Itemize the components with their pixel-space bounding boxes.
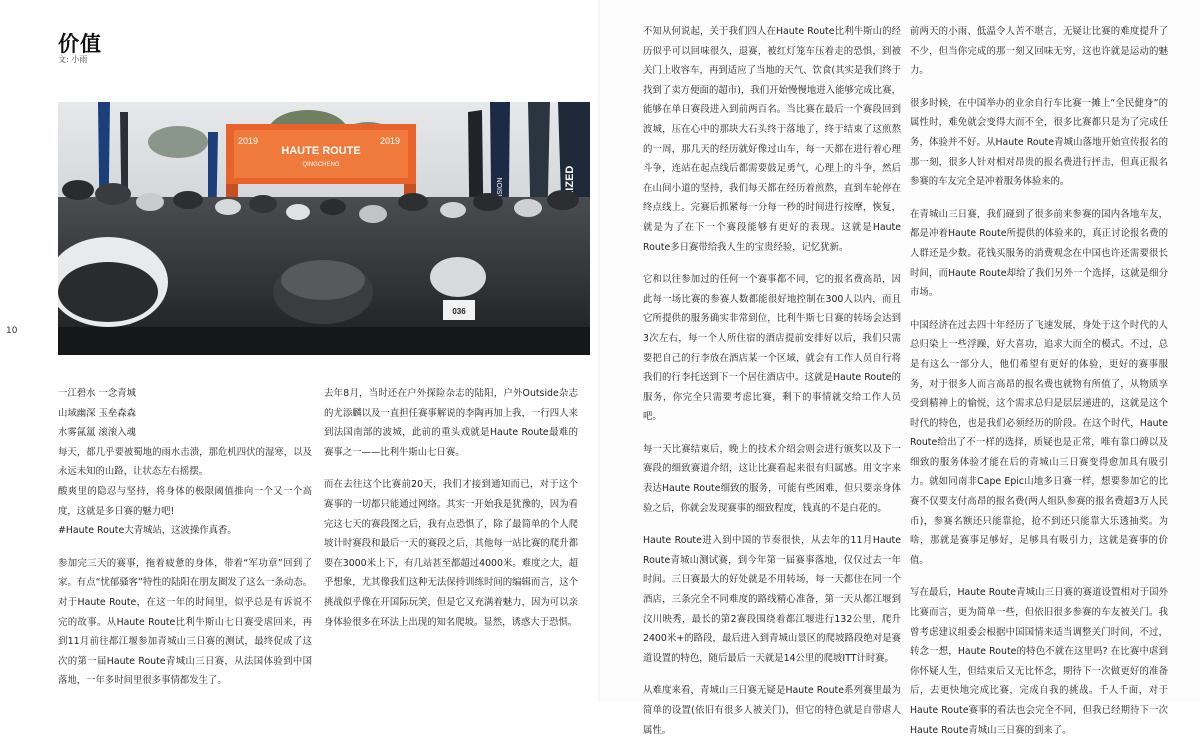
text-column-4 (910, 22, 1168, 753)
arch-year-right: 2019 (380, 136, 401, 146)
foreground-rider (58, 262, 158, 322)
body-paragraph: 参加完三天的赛事，拖着疲惫的身体，带着“军功章”回到了家。有点“忧郁骚客”特性的陆阳在朋友圈发了这么一条动态。对于Haute Route，在这一年的时间里，似乎总是有诉说不完的故事。从Haute Route比利牛斯山七日赛受虐回来，再到11月前往都江堰参加青城山三日赛的测试，最终促成了这次的第一届Haute Route青城山三日赛，从法国体验到中国落地，一年多时间里很多事情都发生了。 (58, 557, 312, 687)
tree (148, 126, 208, 158)
body-paragraph: 在青城山三日赛，我们碰到了很多前来参赛的国内各地车友，都是冲着Haute Route所提供的体验来的，真正讨论报名费的人群还是少数。花钱买服务的消费观念在中国也许还需要很长时间，而Haute Route却给了我们另外一个选择，这就是细分市场。 (910, 208, 1168, 299)
body-paragraph: 写在最后，Haute Route青城山三日赛的赛道设置相对于国外比赛而言，更为简单一些，但依旧很多参赛的车友被关门。我曾考虑建议组委会根据中国国情来适当调整关门时间，不过，转念一想，Haute Route的特色不就在这里吗? 在比赛中虐到你怀疑人生，但结束后又无比怀念，期待下一次做更好的准备后，去更快地完成比赛，完成自我的挑战。千人千面，对于Haute Route赛事的看法也会完全不同，但我已经期待下一次Haute Route青城山三日赛的到来了。 (910, 587, 1168, 736)
left-page (0, 0, 600, 702)
article-byline: 文: 小雨 (58, 55, 88, 64)
poem-line: 山域幽深 玉垒森森 (58, 407, 136, 419)
foreground-helmet-top (281, 260, 365, 300)
text-column-1 (58, 384, 312, 704)
poem-line: 水雾氤氲 滚滚入魂 (58, 427, 136, 439)
text-column-3 (643, 22, 901, 753)
right-page (600, 0, 1200, 736)
poem-line: 酸爽里的隐忍与坚持，将身体的极限阈值推向一个又一个高度，这就是多日赛的魅力吧! (58, 485, 312, 517)
body-paragraph: 前两天的小雨、低温令人苦不堪言，无疑让比赛的难度提升了不少，但当你完成的那一刻又回味无穷，这也许就是运动的魅力。 (910, 26, 1168, 77)
body-paragraph: 中国经济在过去四十年经历了飞速发展，身处于这个时代的人总归染上一些浮躁，好大喜功，追求大而全的模式。不过，总是有这么一部分人，他们希望有更好的体验，更好的赛事服务，对于很多人而言高昂的报名费也就物有所值了，从物质享受到精神上的愉悦，这个需求总归是层层递进的，这就是这个时代的特色，也是我们必须经历的阶段。在这个时代，Haute Route给出了不一样的选择，质疑也是正常，唯有靠口碑以及细致的服务体验才能在后的青城山三日赛变得愈加具有吸引力。就如同南非Cape Epic山地多日赛一样，想要参加它的比赛不仅要支付高昂的报名费(两人组队参赛的报名费超3万人民币)，参赛名额还只能靠抢，抢不到还只能靠大乐透抽奖。为啥，那就是赛事足够好，足够具有吸引力，这就是赛事的价值。 (910, 319, 1168, 566)
poem-line: #Haute Route大青城站，这波操作真香。 (58, 525, 237, 537)
body-paragraph: Haute Route进入到中国的节奏很快，从去年的11月Haute Route青城山测试赛，到今年第一届赛事落地，仅仅过去一年时间。三日赛最大的好处就是不用转场，每一天都住在同一个酒店，三条完全不同难度的路线精心准备，第一天从都江堰到汶川映秀，最长的第2赛段围绕着都江堰进行132公里，爬升2400米+的路段，最后进入到青城山景区的爬坡路段绝对是赛道设置的特色，随后最后一天就是14公里的爬坡ITT计时赛。 (643, 535, 901, 664)
poem-line: 每天，都几乎要被蜀地的雨水击溃，那危机四伏的湿寒，以及永远未知的山路，让状态左右摇摆。 (58, 446, 312, 478)
race-bib-number: 036 (452, 307, 466, 316)
body-paragraph: 它和以往参加过的任何一个赛事都不同，它的报名费高昂，因此每一场比赛的参赛人数都能很好地控制在300人以内，而且它所提供的服务确实非常到位，比利牛斯七日赛的转场会达到3次左右，每一个人所住宿的酒店提前安排好以后，我们只需要把自己的行李放在酒店某一个区域，就会有工作人员自行将我们的行李托送到下一个居住酒店中。这就是Haute Route的服务，你完全只需要考虑比赛，剩下的事情就交给工作人员吧。 (643, 274, 901, 423)
arch-subtitle: QINGCHENG (302, 162, 340, 168)
page-number: 10 (6, 326, 18, 336)
body-paragraph: 不知从何说起，关于我们四人在Haute Route比利牛斯山的经历似乎可以回味很久，退赛，被红灯笼车压着走的恐惧，到被关门上收容车，再到适应了当地的天气、饮食(其实是我们终于找到了卖方便面的超市)，我们开始慢慢地进入能够完成比赛，能够在单日赛段进入到前两百名。当比赛在最后一个赛段回到波城，压在心中的那块大石头终于落地了，终于结束了这煎熬的一周，那几天的经历就好像过山车，每一天都在进行着心理斗争，连站在起点线后都需要鼓足勇气，心理上的斗争，然后在山间小道的坚持，我们每天都在经历着煎熬，直到车轮停在终点线上。完赛后抓紧每一分每一秒的时间进行按摩，恢复，就是为了在下一个赛段能够有更好的表现。这就是Haute Route多日赛带给我人生的宝贵经验，记忆犹新。 (643, 26, 901, 253)
body-paragraph: 去年8月，当时还在户外探险杂志的陆阳，户外Outside杂志的尤添麟以及一直担任赛事解说的李陶再加上我，一行四人来到法国南部的波城，此前的重头戏就是Haute Route最难的赛事之一——比利牛斯山七日赛。 (324, 388, 578, 458)
body-paragraph: 很多时候，在中国举办的业余自行车比赛一摊上“全民健身”的属性时，难免就会变得大而不全，很多比赛都只是为了完成任务，体验并不好。从Haute Route青城山落地开始宣传报名的那一刻，很多人针对相对昂贵的报名费进行抨击，但真正报名参赛的车友完全是冲着服务体验来的。 (910, 97, 1168, 188)
foreground-helmet (430, 257, 486, 297)
arch-title: HAUTE ROUTE (281, 145, 361, 157)
race-start-photo (58, 102, 590, 355)
arch-year-left: 2019 (238, 136, 259, 146)
body-paragraph: 而在去往这个比赛前20天，我们才接到通知而已，对于这个赛事的一切都只能通过网络。其实一开始我是犹豫的，因为看完这七天的赛段图之后，我有点恐惧了，除了最简单的个人爬坡计时赛段和最后一天的赛段之后，其他每一站比赛的爬升都要在3000米上下，有几站甚至都超过4000米。难度之大，超乎想象，尤其像我们这种无法保持训练时间的编辑而言，这个挑战似乎像在开国际玩笑，但是它又充满着魅力，因为可以亲身体验很多在环法上出现的知名爬坡。显然，诱惑大于恐惧。 (324, 479, 578, 628)
article-title: 价值 (58, 32, 102, 56)
body-paragraph: 每一天比赛结束后，晚上的技术介绍会则会进行颁奖以及下一赛段的细致赛道介绍，这让比赛看起来很有归属感。用文字来表达Haute Route细致的服务，可能有些困难，但只要亲身体验之后，你就会发现赛事的细致程度，钱真的不是白花的。 (643, 443, 901, 514)
body-paragraph: 从难度来看，青城山三日赛无疑是Haute Route系列赛里最为简单的设置(依旧有很多人被关门)，但它的特色就是自带虐人属性。 (643, 685, 901, 736)
poem-line: 一江碧水 一念青城 (58, 388, 136, 399)
foreground-shadow (58, 327, 590, 355)
text-column-2 (324, 384, 578, 645)
poem-paragraph (58, 384, 312, 541)
